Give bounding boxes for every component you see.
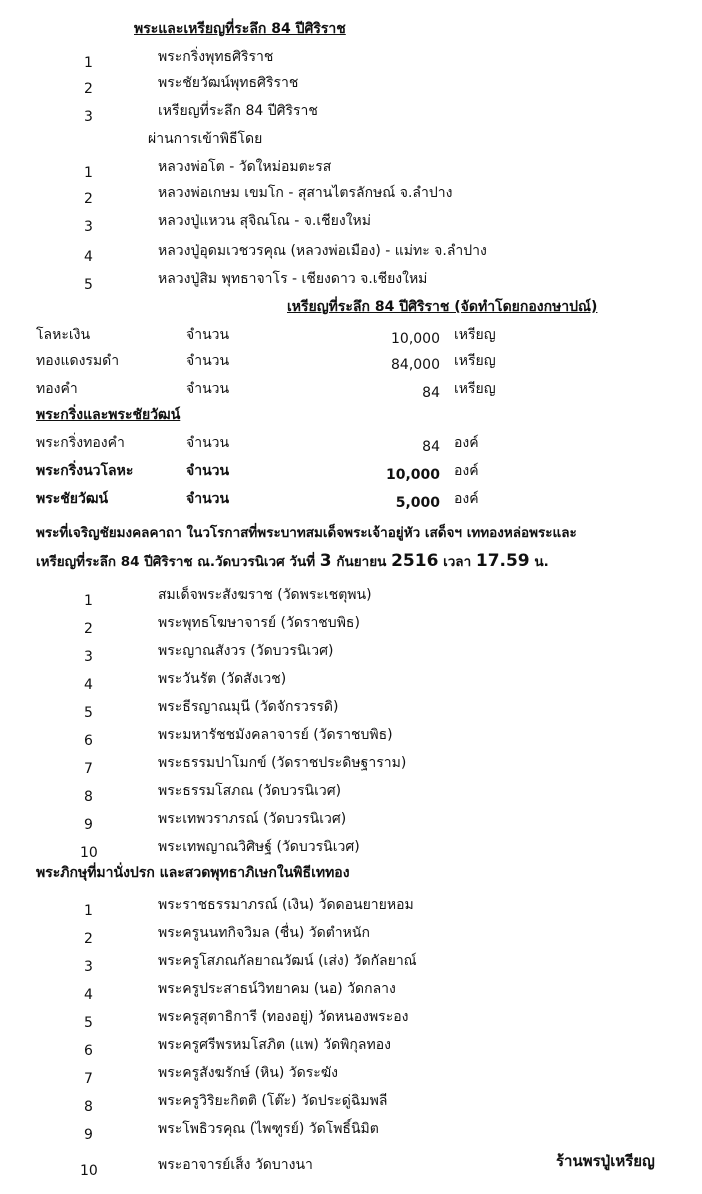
meditation-monk-number: 9 bbox=[84, 1127, 93, 1143]
monk-text: หลวงพ่อเกษม เขมโก - สุสานไตรลักษณ์ จ.ลำปาง bbox=[158, 185, 453, 201]
ceremony-label: ผ่านการเข้าพิธีโดย bbox=[148, 131, 263, 147]
meditation-monk-text: พระราชธรรมาภรณ์ (เงิน) วัดดอนยายหอม bbox=[158, 897, 414, 913]
item-text: พระกริ่งพุทธศิริราช bbox=[158, 49, 274, 65]
amulet-material: พระกริ่งนวโลหะ bbox=[36, 463, 134, 479]
page-title: พระและเหรียญที่ระลึก 84 ปีศิริราช bbox=[134, 21, 346, 37]
chanting-monk-number: 7 bbox=[84, 761, 93, 777]
chanting-monk-number: 2 bbox=[84, 621, 93, 637]
amulet-heading: พระกริ่งและพระชัยวัฒน์ bbox=[36, 407, 181, 423]
coin-qty: 84 bbox=[422, 385, 440, 401]
coin-label: จำนวน bbox=[186, 353, 230, 369]
monk-number: 3 bbox=[84, 219, 93, 235]
monk-number: 5 bbox=[84, 277, 93, 293]
paragraph-text: เหรียญที่ระลึก 84 ปีศิริราช ณ.วัดบวรนิเวศ วันที่ bbox=[36, 554, 320, 570]
meditation-monk-number: 8 bbox=[84, 1099, 93, 1115]
meditation-monk-number: 4 bbox=[84, 987, 93, 1003]
amulet-label: จำนวน bbox=[186, 463, 230, 479]
paragraph-text: กันยายน bbox=[331, 554, 392, 570]
coin-material: โลหะเงิน bbox=[36, 327, 91, 343]
amulet-qty: 84 bbox=[422, 439, 440, 455]
amulet-qty: 5,000 bbox=[395, 495, 440, 511]
monk-number: 4 bbox=[84, 249, 93, 265]
coin-material: ทองแดงรมดำ bbox=[36, 353, 120, 369]
paragraph-line-1: พระที่เจริญชัยมงคลคาถา ในวโรกาสที่พระบาทสมเด็จพระเจ้าอยู่หัว เสด็จฯ เททองหล่อพระและ bbox=[36, 525, 577, 541]
coin-qty: 10,000 bbox=[391, 331, 440, 347]
amulet-material: พระชัยวัฒน์ bbox=[36, 491, 109, 507]
coin-unit: เหรียญ bbox=[454, 353, 496, 369]
monk-text: หลวงปู่สิม พุทธาจาโร - เชียงดาว จ.เชียงใหม่ bbox=[158, 271, 428, 287]
meditation-monk-text: พระครูศรีพรหมโสภิต (แพ) วัดพิกุลทอง bbox=[158, 1037, 391, 1053]
chanting-monk-number: 10 bbox=[80, 845, 98, 861]
meditation-monk-number: 6 bbox=[84, 1043, 93, 1059]
chanting-monk-text: พระญาณสังวร (วัดบวรนิเวศ) bbox=[158, 643, 334, 659]
chanting-monk-text: พระเทพวราภรณ์ (วัดบวรนิเวศ) bbox=[158, 811, 347, 827]
meditation-monk-text: พระโพธิวรคุณ (ไพฑูรย์) วัดโพธิ์นิมิต bbox=[158, 1121, 379, 1137]
meditation-monk-text: พระครูโสภณกัลยาณวัฒน์ (เส่ง) วัดกัลยาณ์ bbox=[158, 953, 417, 969]
item-text: พระชัยวัฒน์พุทธศิริราช bbox=[158, 75, 299, 91]
amulet-unit: องค์ bbox=[454, 491, 479, 507]
chanting-monk-text: พระพุทธโฆษาจารย์ (วัดราชบพิธ) bbox=[158, 615, 360, 631]
meditation-monk-text: พระครูสังฆรักษ์ (หิน) วัดระฆัง bbox=[158, 1065, 338, 1081]
meditation-monk-number: 10 bbox=[80, 1163, 98, 1179]
amulet-unit: องค์ bbox=[454, 435, 479, 451]
chanting-monk-text: พระเทพญาณวิศิษฐ์ (วัดบวรนิเวศ) bbox=[158, 839, 360, 855]
monk-number: 1 bbox=[84, 165, 93, 181]
chanting-monk-number: 1 bbox=[84, 593, 93, 609]
chanting-monk-text: พระธีรญาณมุนี (วัดจักรวรรดิ) bbox=[158, 699, 339, 715]
meditation-monk-number: 7 bbox=[84, 1071, 93, 1087]
item-text: เหรียญที่ระลึก 84 ปีศิริราช bbox=[158, 103, 318, 119]
chanting-monk-number: 6 bbox=[84, 733, 93, 749]
meditation-monk-text: พระครูวิริยะกิตติ (โต๊ะ) วัดประดู่ฉิมพลี bbox=[158, 1093, 388, 1109]
meditation-monk-text: พระครูสุตาธิการี (ทองอยู่) วัดหนองพระอง bbox=[158, 1009, 409, 1025]
chanting-monk-number: 9 bbox=[84, 817, 93, 833]
paragraph-text: น. bbox=[529, 554, 549, 570]
chanting-monk-number: 8 bbox=[84, 789, 93, 805]
meditation-monk-text: พระครูนนทกิจวิมล (ชื่น) วัดตำหนัก bbox=[158, 925, 370, 941]
chanting-monk-text: พระมหารัชชมังคลาจารย์ (วัดราชบพิธ) bbox=[158, 727, 393, 743]
chanting-monk-number: 5 bbox=[84, 705, 93, 721]
meditation-monk-number: 5 bbox=[84, 1015, 93, 1031]
coin-heading: เหรียญที่ระลึก 84 ปีศิริราช (จัดทำโดยกองกษาปณ์) bbox=[287, 299, 598, 315]
meditation-monk-number: 2 bbox=[84, 931, 93, 947]
amulet-label: จำนวน bbox=[186, 435, 230, 451]
paragraph-text: เวลา bbox=[438, 554, 476, 570]
meditation-monk-number: 3 bbox=[84, 959, 93, 975]
amulet-label: จำนวน bbox=[186, 491, 230, 507]
paragraph-line-2 bbox=[36, 552, 549, 571]
ceremony-year: 2516 bbox=[391, 551, 439, 571]
item-number: 1 bbox=[84, 55, 93, 71]
monk-text: หลวงปู่แหวน สุจิณโณ - จ.เชียงใหม่ bbox=[158, 213, 371, 229]
amulet-material: พระกริ่งทองคำ bbox=[36, 435, 125, 451]
item-number: 2 bbox=[84, 81, 93, 97]
chanting-monk-number: 4 bbox=[84, 677, 93, 693]
coin-material: ทองคำ bbox=[36, 381, 78, 397]
coin-label: จำนวน bbox=[186, 381, 230, 397]
chanting-monk-text: พระธรรมปาโมกข์ (วัดราชประดิษฐาราม) bbox=[158, 755, 407, 771]
monk-number: 2 bbox=[84, 191, 93, 207]
chanting-monk-text: สมเด็จพระสังฆราช (วัดพระเชตุพน) bbox=[158, 587, 372, 603]
coin-unit: เหรียญ bbox=[454, 327, 496, 343]
monk-text: หลวงปู่อุดมเวชวรคุณ (หลวงพ่อเมือง) - แม่ทะ จ.ลำปาง bbox=[158, 243, 487, 259]
item-number: 3 bbox=[84, 109, 93, 125]
ceremony-day: 3 bbox=[319, 551, 332, 571]
meditation-monk-number: 1 bbox=[84, 903, 93, 919]
chanting-monk-text: พระธรรมโสภณ (วัดบวรนิเวศ) bbox=[158, 783, 342, 799]
meditation-heading: พระภิกษุที่มานั่งปรก และสวดพุทธาภิเษกในพิธีเททอง bbox=[36, 865, 350, 881]
coin-unit: เหรียญ bbox=[454, 381, 496, 397]
chanting-monk-text: พระวันรัต (วัดสังเวช) bbox=[158, 671, 287, 687]
monk-text: หลวงพ่อโต - วัดใหม่อมตะรส bbox=[158, 159, 332, 175]
meditation-monk-text: พระครูประสาธน์วิทยาคม (นอ) วัดกลาง bbox=[158, 981, 396, 997]
amulet-qty: 10,000 bbox=[385, 467, 440, 483]
coin-label: จำนวน bbox=[186, 327, 230, 343]
chanting-monk-number: 3 bbox=[84, 649, 93, 665]
coin-qty: 84,000 bbox=[391, 357, 440, 373]
shop-name: ร้านพรปู่เหรียญ bbox=[556, 1152, 655, 1170]
meditation-monk-text: พระอาจารย์เส็ง วัดบางนา bbox=[158, 1157, 313, 1173]
amulet-unit: องค์ bbox=[454, 463, 479, 479]
ceremony-time: 17.59 bbox=[475, 551, 530, 571]
